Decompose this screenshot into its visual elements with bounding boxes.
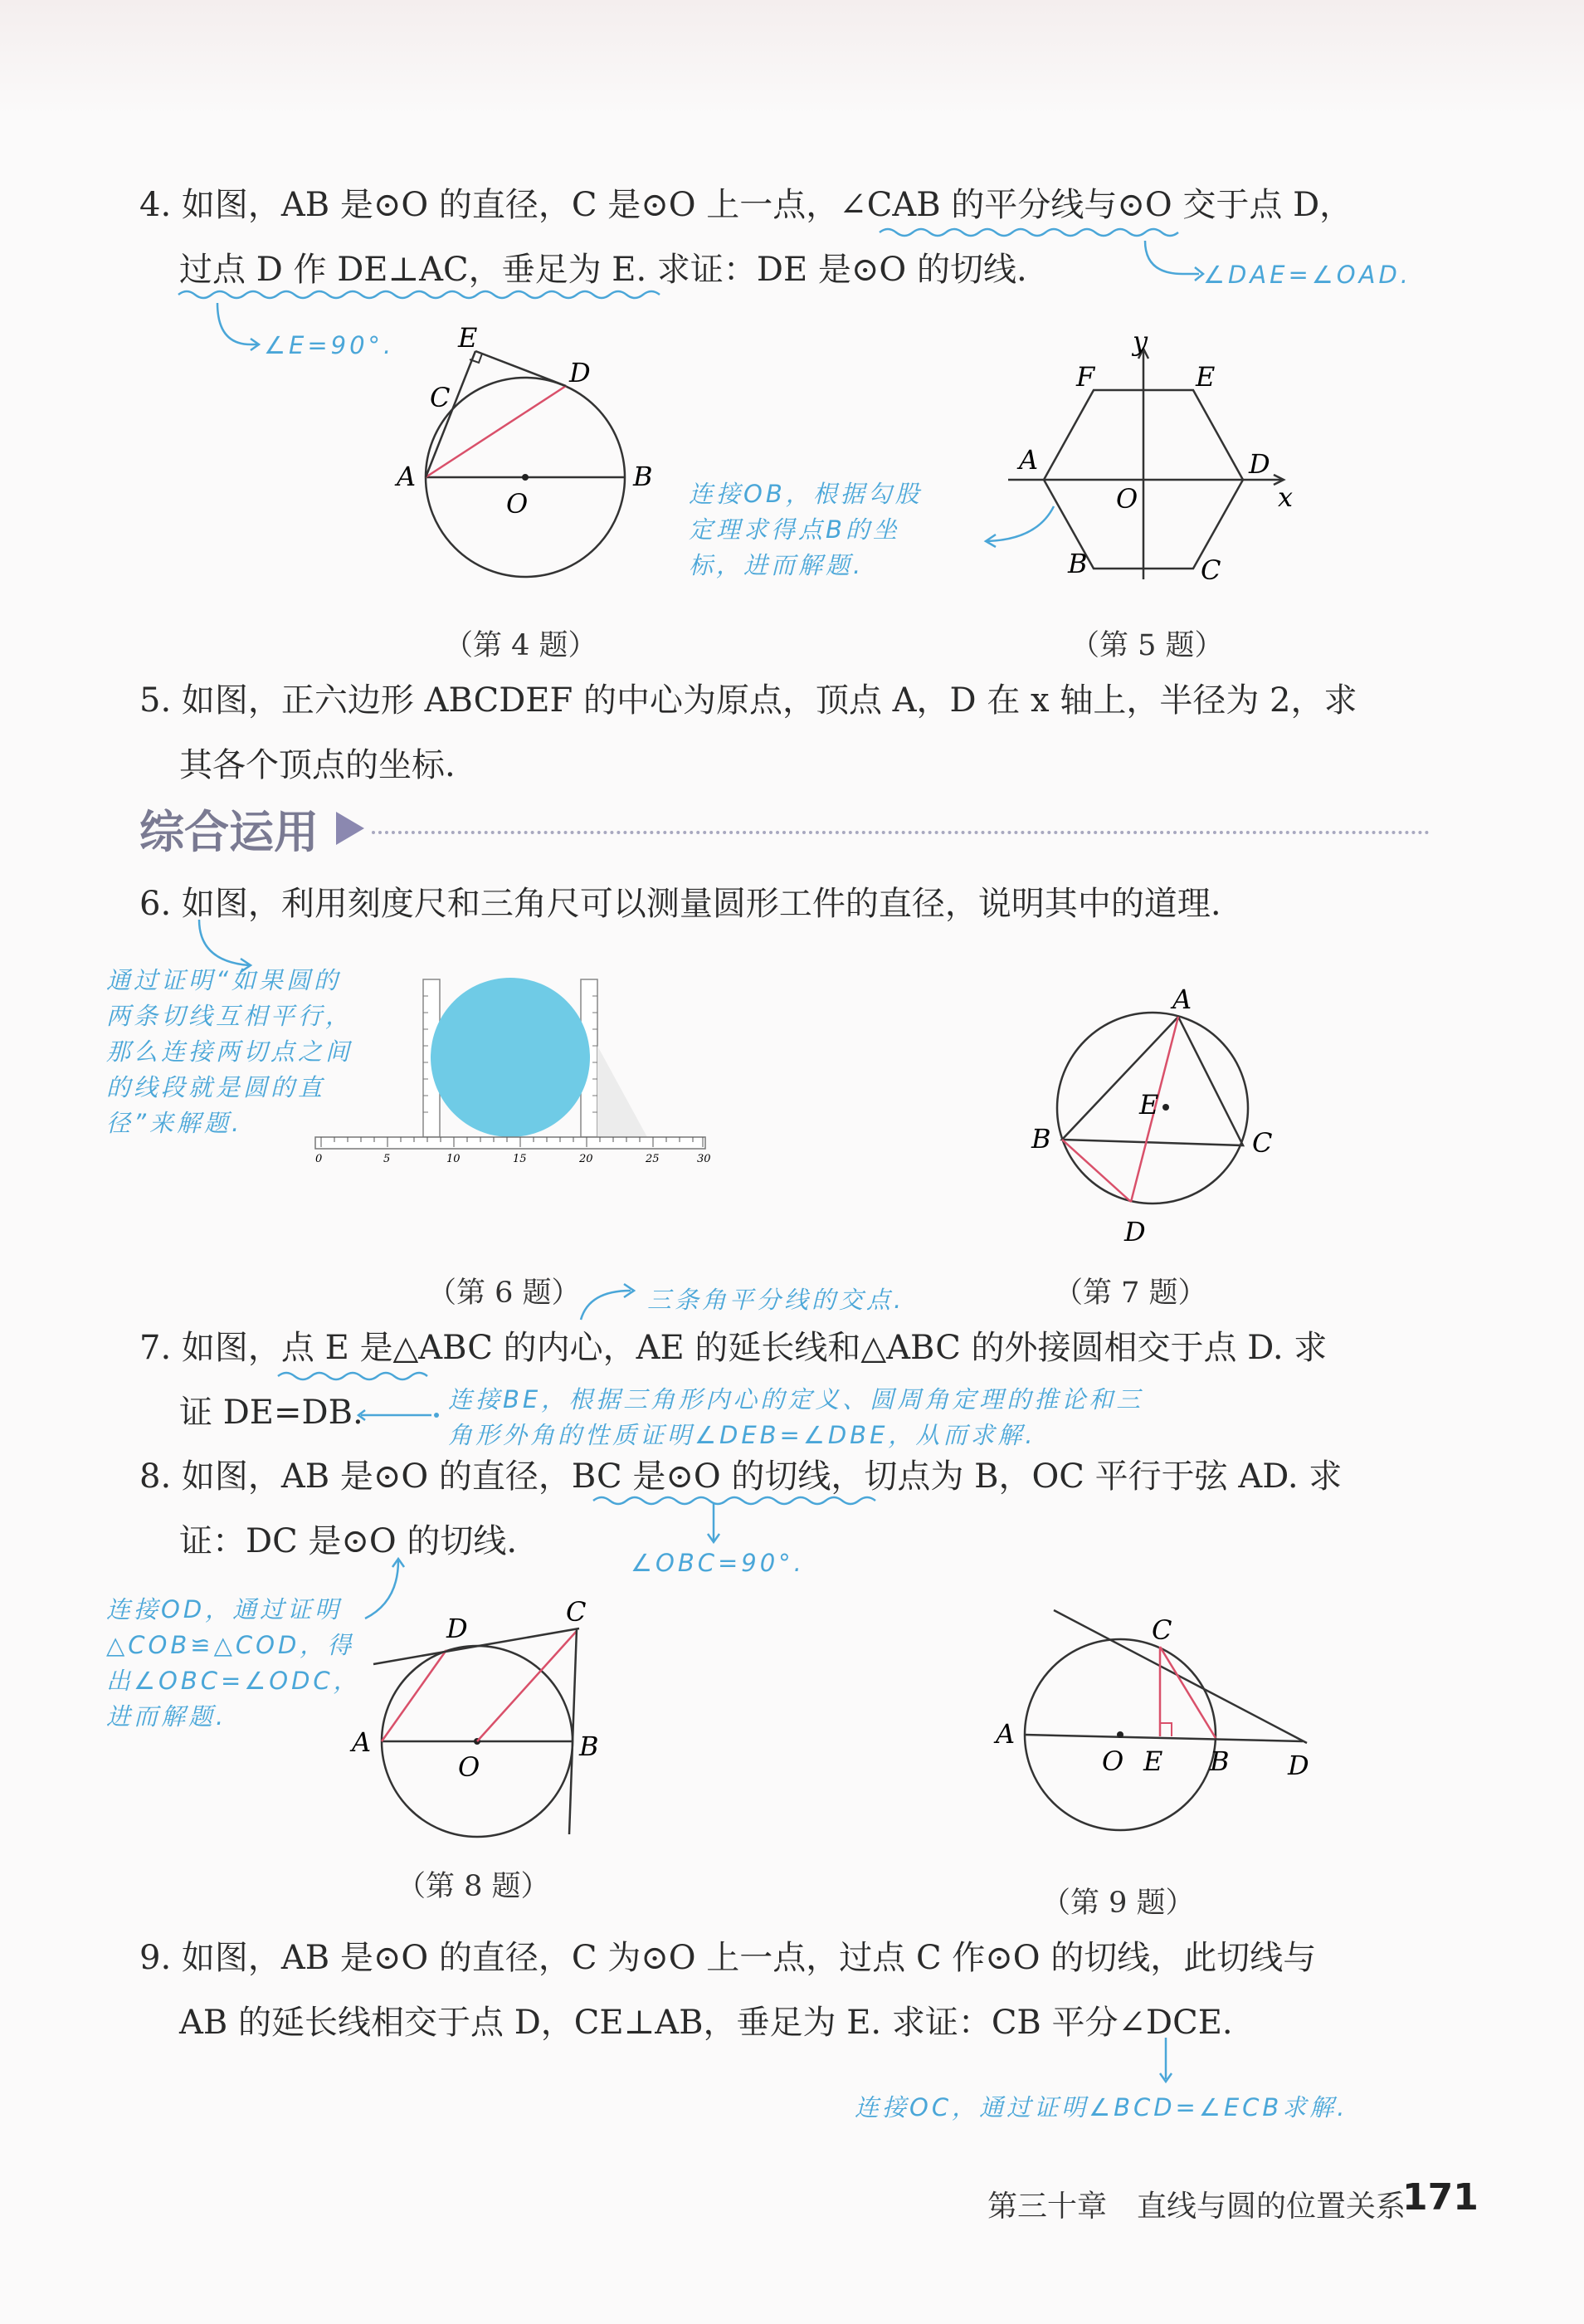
fig6-tick-20: 20 <box>579 1153 593 1162</box>
problem-9 <box>139 1926 1316 2055</box>
hint-5-line-2: 定理求得点B的坐 <box>689 515 900 544</box>
section-divider <box>372 831 1430 834</box>
hint-4a: ∠DAE=∠OAD. <box>1203 261 1412 289</box>
fig5-label-c: C <box>1201 554 1221 586</box>
fig8-label-d: D <box>446 1613 468 1644</box>
fig9-label-o: O <box>1102 1745 1124 1777</box>
fig4-line-ae <box>426 351 475 477</box>
fig7-point-e <box>1162 1104 1169 1111</box>
figure-4 <box>382 315 680 598</box>
fig8-label-c: C <box>566 1596 587 1628</box>
fig4-label-o: O <box>506 488 529 520</box>
section-arrow-icon <box>336 812 364 845</box>
hint-8b-line-4: 进而解题. <box>106 1702 227 1731</box>
fig5-label-b: B <box>1068 548 1088 579</box>
fig9-label-c: C <box>1152 1614 1172 1646</box>
hint-6-line-2: 两条切线互相平行， <box>106 1002 353 1030</box>
fig9-center-o <box>1117 1731 1123 1738</box>
problem-8-line-1: 8. 如图，AB 是⊙O 的直径，BC 是⊙O 的切线，切点为 B，OC 平行于弦 AD. 求 <box>139 1457 1343 1496</box>
hint-8b-line-3: 出∠OBC=∠ODC， <box>106 1667 361 1695</box>
figure-7 <box>1008 988 1323 1262</box>
figure-8 <box>348 1585 622 1843</box>
hint-7b-line-1: 连接BE，根据三角形内心的定义、圆周角定理的推论和三 <box>448 1385 1144 1413</box>
hint-5 <box>689 476 923 583</box>
fig9-tangent-cd <box>1054 1610 1307 1743</box>
problem-8-underline <box>589 1492 888 1550</box>
fig6-tick-30: 30 <box>697 1153 711 1162</box>
problem-5 <box>139 668 1357 798</box>
fig6-triangle-shadow <box>597 1046 647 1137</box>
figure-5 <box>1008 332 1323 598</box>
hint-5-arrow <box>963 498 1062 548</box>
figure-6 <box>307 963 722 1162</box>
problem-7-line-1: 7. 如图，点 E 是△ABC 的内心，AE 的延长线和△ABC 的外接圆相交于点 D. 求 <box>139 1329 1328 1367</box>
fig4-label-b: B <box>633 461 653 492</box>
fig9-label-a: A <box>996 1718 1016 1750</box>
fig8-tangent-dc <box>373 1628 579 1664</box>
fig7-label-e: E <box>1139 1089 1159 1120</box>
fig8-tangent-bc <box>569 1628 577 1834</box>
fig8-line-ad <box>382 1650 446 1741</box>
hint-5-line-1: 连接OB，根据勾股 <box>689 480 923 508</box>
caption-8: （第 8 题） <box>397 1870 550 1903</box>
fig5-label-x: x <box>1278 481 1294 513</box>
fig9-right-angle <box>1160 1723 1172 1736</box>
fig9-label-b: B <box>1210 1745 1230 1777</box>
problem-4-line-2: 过点 D 作 DE⊥AC，垂足为 E. 求证：DE 是⊙O 的切线. <box>179 251 1027 289</box>
fig5-label-y: y <box>1133 332 1148 357</box>
fig6-tick-25: 25 <box>646 1153 660 1162</box>
fig5-label-f: F <box>1076 361 1095 393</box>
hint-5-line-3: 标，进而解题. <box>689 551 865 579</box>
hint-8b <box>106 1592 361 1735</box>
caption-9: （第 9 题） <box>1041 1887 1195 1920</box>
fig9-label-d: D <box>1288 1750 1309 1781</box>
problem-4-annotations <box>0 0 1584 382</box>
fig5-label-d: D <box>1249 448 1270 480</box>
fig7-line-bd <box>1062 1140 1131 1202</box>
hint-7a: 三条角平分线的交点. <box>647 1286 905 1314</box>
fig9-line-ad <box>1025 1735 1303 1741</box>
hint-6-line-4: 的线段就是圆的直 <box>106 1073 326 1101</box>
hint-7b-line-2: 角形外角的性质证明∠DEB=∠DBE，从而求解. <box>448 1421 1036 1449</box>
fig7-label-b: B <box>1031 1123 1051 1155</box>
hint-4b: ∠E=90°. <box>264 331 395 359</box>
problem-7-line-2: 证 DE=DB. <box>179 1394 363 1432</box>
fig7-label-a: A <box>1172 988 1192 1015</box>
fig4-label-d: D <box>569 357 591 388</box>
problem-6 <box>139 872 1221 936</box>
hint-8b-line-1: 连接OD，通过证明 <box>106 1595 343 1623</box>
problem-6-line-1: 6. 如图，利用刻度尺和三角尺可以测量圆形工件的直径，说明其中的道理. <box>139 885 1221 923</box>
fig7-label-c: C <box>1252 1127 1273 1159</box>
fig6-tick-5: 5 <box>383 1153 391 1162</box>
fig9-label-e: E <box>1143 1745 1163 1777</box>
figure-9 <box>979 1594 1336 1843</box>
fig8-label-o: O <box>458 1751 480 1783</box>
problem-5-line-2: 其各个顶点的坐标. <box>179 746 456 784</box>
footer-chapter: 第三十章 直线与圆的位置关系 <box>987 2190 1406 2224</box>
fig9-line-cb <box>1160 1647 1216 1738</box>
hint-7b <box>448 1382 1143 1453</box>
hint-8b-line-2: △COB≌△COD，得 <box>106 1631 355 1659</box>
caption-7: （第 7 题） <box>1054 1277 1207 1310</box>
hint-6-line-1: 通过证明“如果圆的 <box>106 966 342 994</box>
hint-9: 连接OC，通过证明∠BCD=∠ECB求解. <box>855 2093 1348 2121</box>
fig4-center-o <box>522 474 529 481</box>
hint-8a: ∠OBC=90°. <box>631 1549 805 1577</box>
problem-8-line-2: 证：DC 是⊙O 的切线. <box>179 1522 518 1560</box>
caption-6: （第 6 题） <box>427 1277 581 1310</box>
hint-6-line-5: 径”来解题. <box>106 1109 243 1137</box>
fig5-label-e: E <box>1196 361 1216 393</box>
problem-7-underline <box>274 1368 440 1393</box>
page-number: 171 <box>1402 2176 1479 2219</box>
fig4-label-e: E <box>458 322 478 354</box>
section-title: 综合运用 <box>139 806 319 858</box>
fig6-disc <box>431 978 590 1137</box>
fig5-label-a: A <box>1019 444 1039 476</box>
fig4-label-a: A <box>397 461 417 492</box>
fig6-tick-15: 15 <box>513 1153 527 1162</box>
hint-6-line-3: 那么连接两切点之间 <box>106 1038 353 1066</box>
fig8-label-a: A <box>352 1726 372 1758</box>
fig8-label-b: B <box>579 1731 599 1762</box>
hint-7b-arrow <box>357 1403 448 1428</box>
fig6-tick-10: 10 <box>446 1153 461 1162</box>
fig4-label-c: C <box>430 382 451 413</box>
fig6-tick-0: 0 <box>315 1153 323 1162</box>
caption-5: （第 5 题） <box>1070 629 1224 662</box>
hint-9-arrow <box>1153 2034 1178 2092</box>
caption-4: （第 4 题） <box>444 629 597 662</box>
problem-9-line-1: 9. 如图，AB 是⊙O 的直径，C 为⊙O 上一点，过点 C 作⊙O 的切线，此切线与 <box>139 1939 1317 1977</box>
problem-5-line-1: 5. 如图，正六边形 ABCDEF 的中心为原点，顶点 A，D 在 x 轴上，半径为 2，求 <box>139 681 1357 720</box>
fig4-line-de <box>475 351 566 386</box>
problem-9-line-2: AB 的延长线相交于点 D，CE⊥AB，垂足为 E. 求证：CB 平分∠DCE. <box>179 2004 1233 2042</box>
problem-4-line-1: 4. 如图，AB 是⊙O 的直径，C 是⊙O 上一点，∠CAB 的平分线与⊙O 交于点 D， <box>139 186 1353 224</box>
fig7-label-d: D <box>1124 1216 1146 1247</box>
fig5-label-o: O <box>1116 483 1138 515</box>
